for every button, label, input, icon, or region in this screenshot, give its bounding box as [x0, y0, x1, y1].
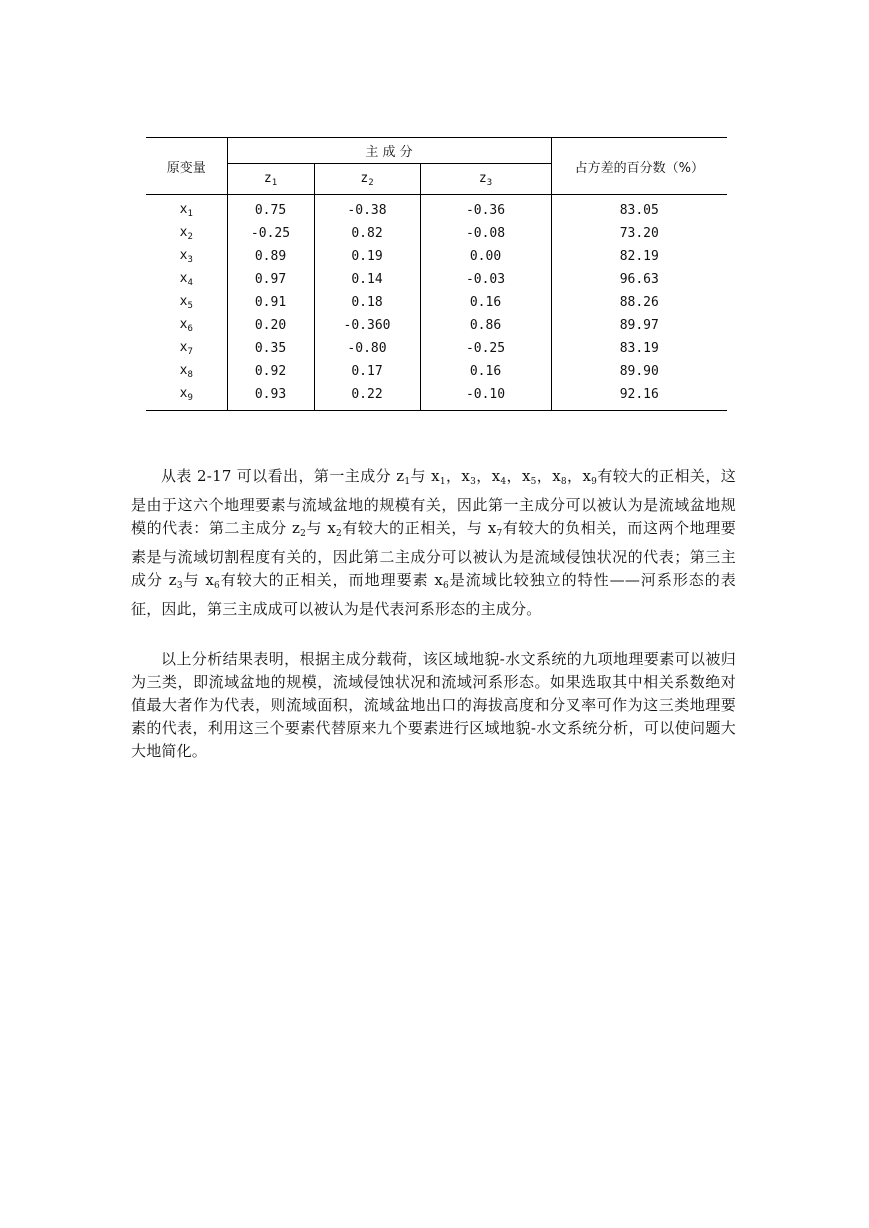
table-row: [146, 383, 727, 411]
header-z3: $z_3$: [420, 164, 551, 195]
cell-z2: 0.18: [314, 291, 420, 314]
header-principal-components: 主 成 分: [227, 138, 551, 164]
cell-z1: 0.89: [227, 245, 314, 268]
cell-z1: 0.75: [227, 195, 314, 223]
row-variable: $x_3$: [179, 248, 193, 265]
cell-z2: 0.14: [314, 268, 420, 291]
cell-z1: 0.97: [227, 268, 314, 291]
table-row: [146, 245, 727, 268]
cell-z2: 0.19: [314, 245, 420, 268]
cell-z1: 0.35: [227, 337, 314, 360]
cell-z3: -0.36: [420, 195, 551, 223]
cell-pct: 82.19: [551, 245, 727, 268]
header-variance-percent: 占方差的百分数（%）: [551, 138, 727, 195]
cell-pct: 83.19: [551, 337, 727, 360]
cell-pct: 88.26: [551, 291, 727, 314]
table-row: [146, 195, 727, 223]
row-variable: $x_7$: [179, 340, 193, 357]
cell-z3: 0.16: [420, 291, 551, 314]
cell-z3: 0.86: [420, 314, 551, 337]
cell-z2: -0.80: [314, 337, 420, 360]
row-variable: $x_9$: [146, 383, 227, 411]
analysis-paragraph-2: 以上分析结果表明，根据主成分载荷，该区域地貌-水文系统的九项地理要素可以被归为三类，即流域盆地的规模，流域侵蚀状况和流域河系形态。如果选取其中相关系数绝对值最大者作为代表，则流域面积，流域盆地出口的海拔高度和分叉率可作为这三类地理要素的代表，利用这三个要素代替原来九个要素进行区域地貌-水文系统分析，可以使问题大大地简化。: [131, 650, 736, 760]
cell-z2: -0.360: [314, 314, 420, 337]
cell-z2: 0.17: [314, 360, 420, 383]
cell-z3: -0.10: [420, 383, 551, 411]
table-row: [146, 360, 727, 383]
cell-pct: 89.90: [551, 360, 727, 383]
cell-z1: 0.92: [227, 360, 314, 383]
row-variable: $x_6$: [179, 317, 193, 334]
cell-z3: -0.03: [420, 268, 551, 291]
row-variable: $x_2$: [179, 225, 193, 242]
row-variable: $x_5$: [179, 294, 193, 311]
cell-pct: 83.05: [551, 195, 727, 223]
cell-z1: 0.93: [227, 383, 314, 411]
cell-z2: 0.22: [314, 383, 420, 411]
table-row: [146, 222, 727, 245]
header-z1: $z_1$: [227, 164, 314, 195]
table-row: [146, 314, 727, 337]
row-variable: $x_8$: [179, 363, 193, 380]
table-row: [146, 291, 727, 314]
cell-pct: 96.63: [551, 268, 727, 291]
header-z2: $z_2$: [314, 164, 420, 195]
analysis-paragraph-1: 从表 2-17 可以看出，第一主成分 $z_1$与 $x_1$，$x_3$，$x_4$，$x_5$，$x_8$，$x_9$有较大的正相关，这是由于这六个地理要素与流域盆地的规模有关，因此第一主成分可以被认为是流域盆地规模的代表：第二主成分 $z_2$与 $x_2$有较大的正相关，与 $x_7$有较大的负相关，而这两个地理要素是与流域切割程度有关的，因此第二主成分可以被认为是流域侵蚀状况的代表；第三主成分 $z_3$与 $x_6$有较大的正相关，而地理要素 $x_6$是流域比较独立的特性——河系形态的表征，因此，第三主成成可以被认为是代表河系形态的主成分。: [131, 467, 736, 618]
table-row: [146, 337, 727, 360]
cell-z2: 0.82: [314, 222, 420, 245]
cell-z1: -0.25: [227, 222, 314, 245]
cell-pct: 89.97: [551, 314, 727, 337]
cell-z2: -0.38: [314, 195, 420, 223]
header-original-variable: 原变量: [146, 138, 227, 195]
cell-z3: -0.08: [420, 222, 551, 245]
cell-pct: 73.20: [551, 222, 727, 245]
row-variable: $x_4$: [179, 271, 193, 288]
table-row: [146, 268, 727, 291]
cell-z1: 0.91: [227, 291, 314, 314]
principal-component-table: [146, 137, 727, 411]
row-variable: $x_1$: [179, 202, 193, 219]
cell-z3: -0.25: [420, 337, 551, 360]
cell-z1: 0.20: [227, 314, 314, 337]
cell-pct: 92.16: [551, 383, 727, 411]
table-body: [146, 195, 727, 411]
cell-z3: 0.00: [420, 245, 551, 268]
cell-z3: 0.16: [420, 360, 551, 383]
